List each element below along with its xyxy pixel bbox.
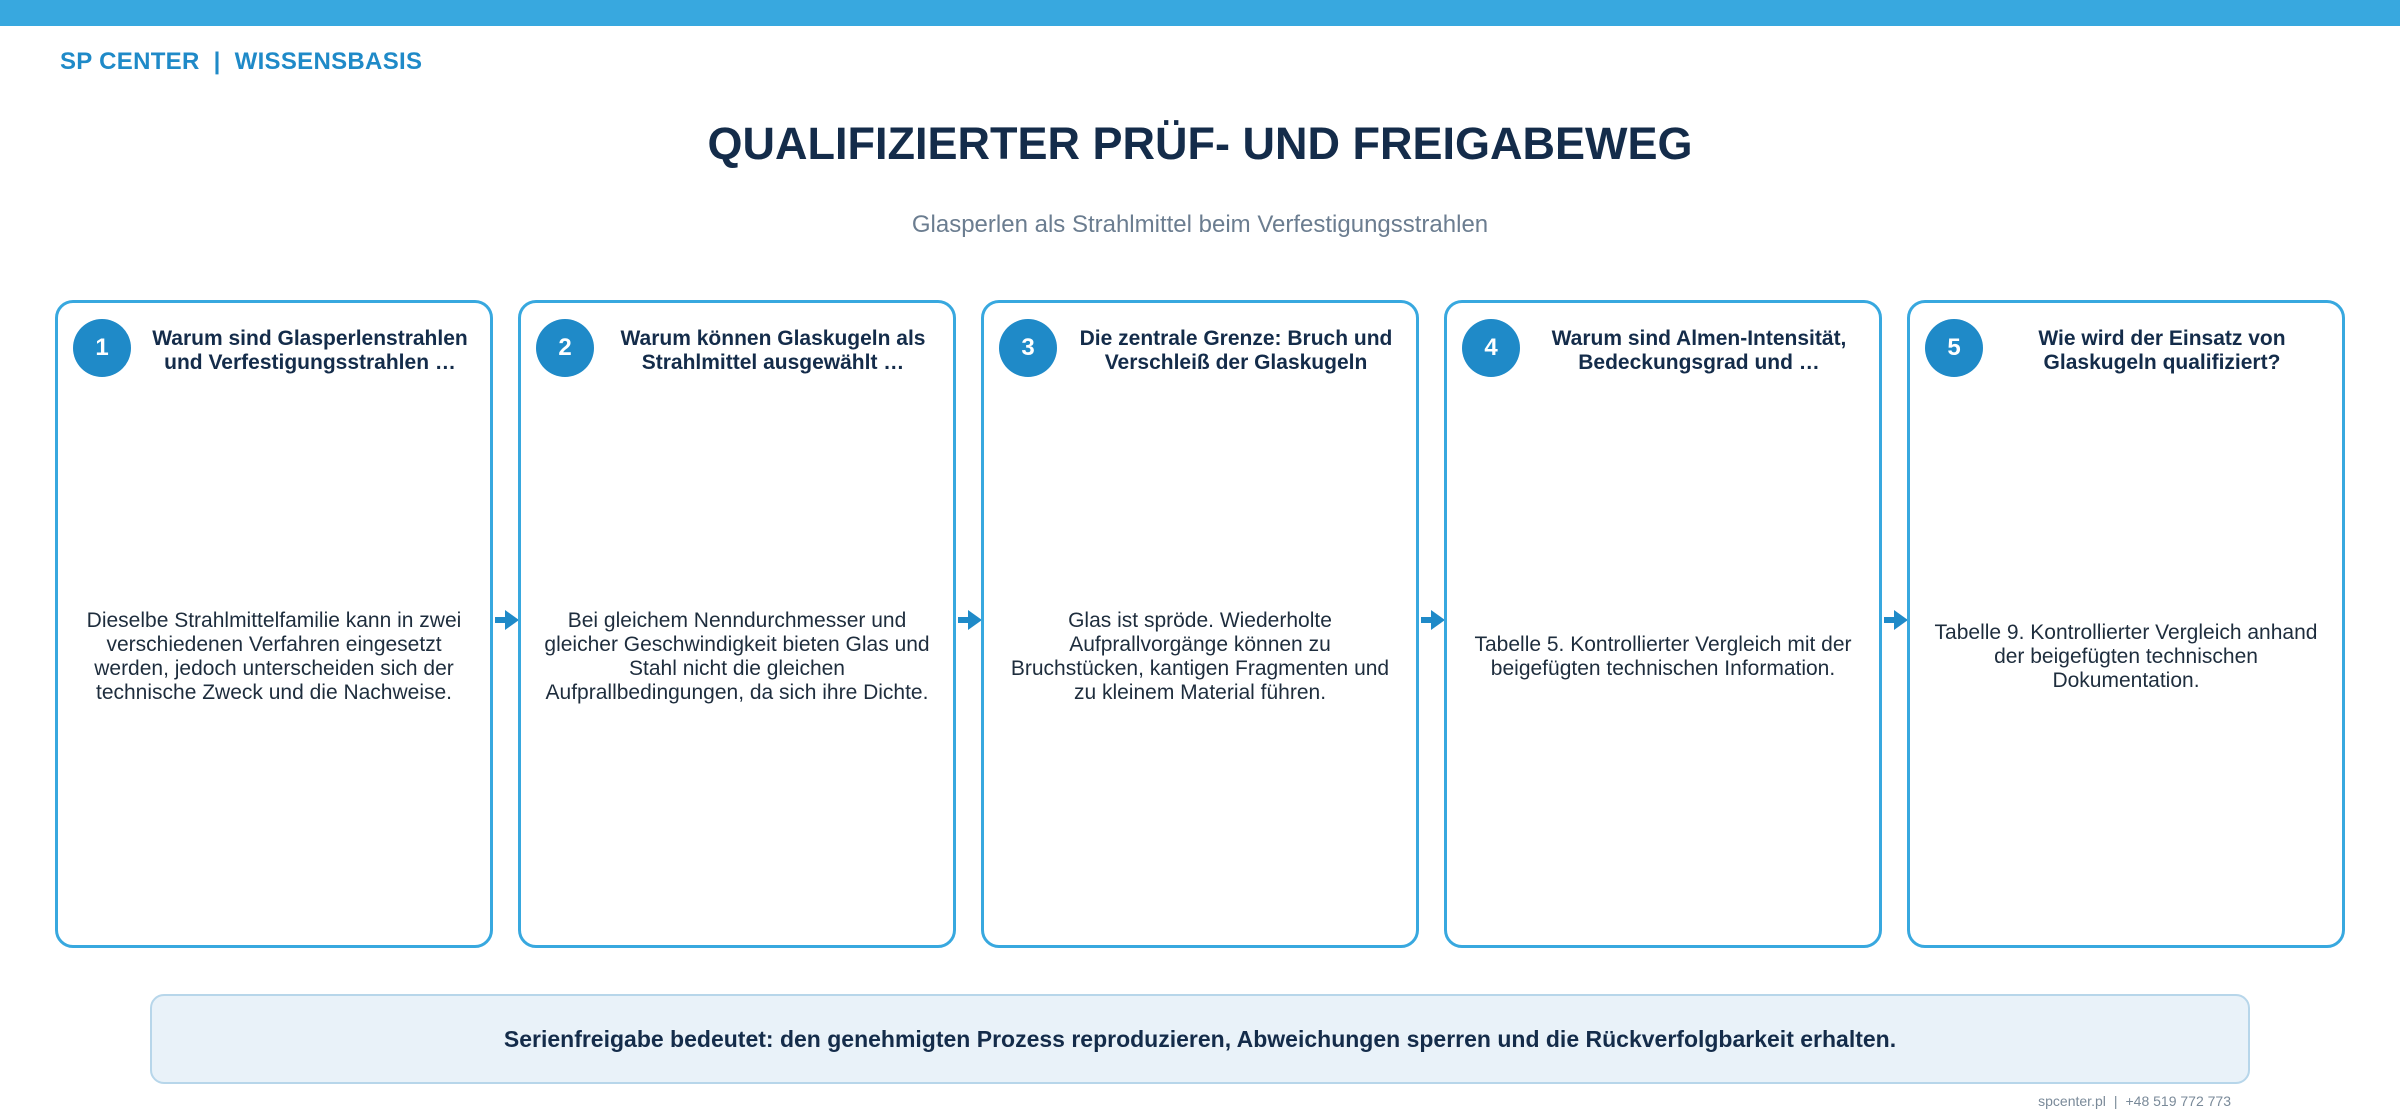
- brand-separator: |: [213, 48, 221, 75]
- step-number-badge: 1: [73, 319, 131, 377]
- step-card-1: [55, 300, 493, 948]
- section-name: WISSENSBASIS: [234, 48, 423, 75]
- brand-header: [60, 48, 422, 76]
- phone-text: +48 519 772 773: [2125, 1093, 2231, 1109]
- contact-separator: |: [2113, 1093, 2118, 1109]
- arrow-right-icon: [1884, 608, 1908, 632]
- step-card-3: [981, 300, 1419, 948]
- website-text: spcenter.pl: [2038, 1093, 2106, 1109]
- release-statement: Serienfreigabe bedeutet: den genehmigten Prozess reproduzieren, Abweichungen sperren und die Rückverfolgbarkeit erhalten.: [503, 1025, 1897, 1052]
- step-number-badge: 3: [999, 319, 1057, 377]
- step-number-badge: 2: [536, 319, 594, 377]
- step-description: Bei gleichem Nenndurchmesser und gleicher Geschwindigkeit bieten Glas und Stahl nicht die gleichen Aufprallbedingungen, da sich ihre Dichte.: [544, 609, 930, 704]
- arrow-right-icon: [1421, 608, 1445, 632]
- release-statement-box: [150, 994, 2250, 1084]
- page-title: QUALIFIZIERTER PRÜF- UND FREIGABEWEG: [707, 118, 1693, 169]
- step-description: Dieselbe Strahlmittelfamilie kann in zwei verschiedenen Verfahren eingesetzt werden, jedoch unterscheiden sich der technische Zweck und die Nachweise.: [86, 609, 462, 704]
- page-subtitle: Glasperlen als Strahlmittel beim Verfestigungsstrahlen: [911, 211, 1489, 238]
- step-number-badge: 5: [1925, 319, 1983, 377]
- step-title: Die zentrale Grenze: Bruch und Verschleiß der Glaskugeln: [1079, 327, 1393, 374]
- step-card-5: [1907, 300, 2345, 948]
- step-title: Warum sind Glasperlenstrahlen und Verfestigungsstrahlen …: [152, 327, 468, 374]
- step-title: Warum sind Almen-Intensität, Bedeckungsgrad und …: [1551, 327, 1847, 374]
- arrow-right-icon: [495, 608, 519, 632]
- brand-name: SP CENTER: [60, 48, 200, 75]
- step-description: Glas ist spröde. Wiederholte Aufprallvorgänge können zu Bruchstücken, kantigen Fragmenten und zu kleinem Material führen.: [1010, 609, 1390, 704]
- step-description: Tabelle 5. Kontrollierter Vergleich mit der beigefügten technischen Information.: [1474, 633, 1852, 680]
- step-title: Warum können Glaskugeln als Strahlmittel ausgewählt …: [620, 327, 926, 374]
- step-card-4: [1444, 300, 1882, 948]
- step-card-2: [518, 300, 956, 948]
- step-number-badge: 4: [1462, 319, 1520, 377]
- process-steps: [55, 300, 2345, 946]
- contact-info: [2038, 1093, 2231, 1109]
- arrow-right-icon: [958, 608, 982, 632]
- step-description: Tabelle 9. Kontrollierter Vergleich anhand der beigefügten technischen Dokumentation.: [1934, 621, 2318, 692]
- step-title: Wie wird der Einsatz von Glaskugeln qualifiziert?: [2038, 327, 2286, 374]
- top-accent-bar: [0, 0, 2400, 26]
